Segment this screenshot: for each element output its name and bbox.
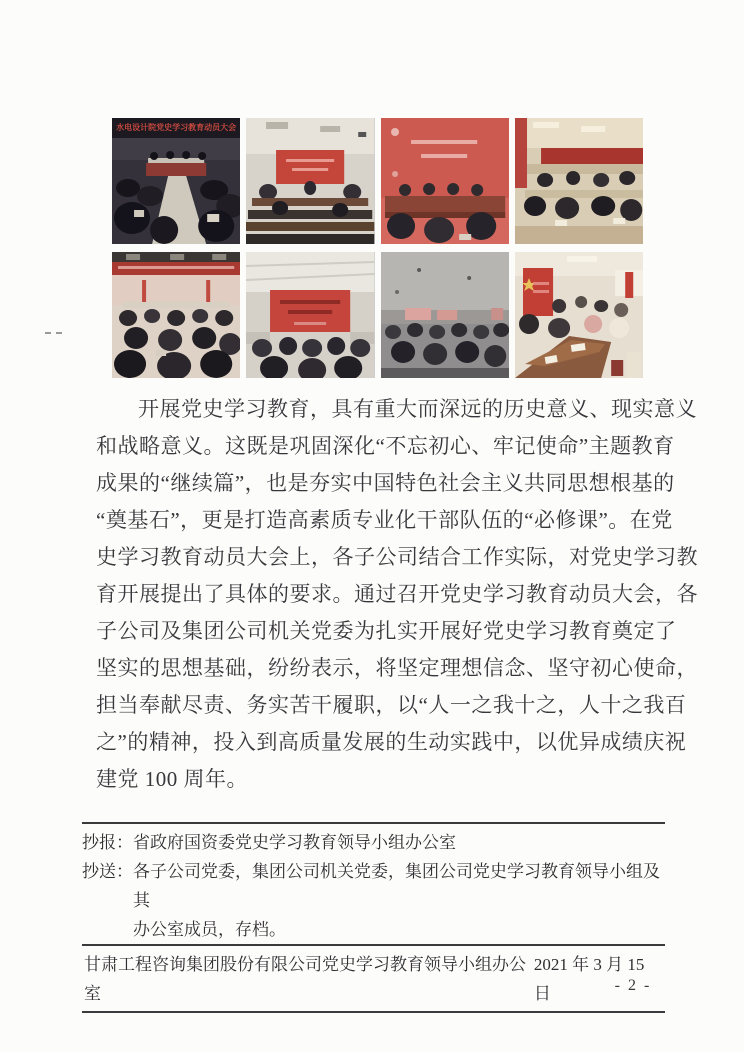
photo-5-illustration [112,252,240,378]
photo-grid [112,118,643,378]
photo-3-illustration [381,118,509,244]
photo-meeting-3 [381,118,509,244]
photo-4-illustration [515,118,643,244]
issuer-office: 甘肃工程咨询集团股份有限公司党史学习教育领导小组办公室 [84,955,526,1003]
photo-meeting-5 [112,252,240,378]
copy-report-label: 抄报： [82,833,133,852]
body-line: 建党 100 周年。 [96,767,248,791]
copy-send-label: 抄送： [82,862,133,881]
issuer-row [84,950,665,1008]
footer-top-rule [82,822,665,824]
photo-meeting-7 [381,252,509,378]
body-line: 坚实的思想基础，纷纷表示，将坚定理想信念、坚守初心使命， [96,656,698,680]
body-line: 成果的“继续篇”，也是夯实中国特色社会主义共同思想根基的 [96,471,675,495]
photo-meeting-8 [515,252,643,378]
photo-2-illustration [246,118,374,244]
document-footer [82,822,665,1013]
photo-8-illustration [515,252,643,378]
body-paragraph [96,391,698,798]
copy-send-line-2: 办公室成员，存档。 [133,920,286,939]
body-line: 史学习教育动员大会上，各子公司结合工作实际，对党史学习教 [96,545,698,569]
photo-meeting-6 [246,252,374,378]
page-number: - 2 - [614,977,652,994]
body-line: 子公司及集团公司机关党委为扎实开展好党史学习教育奠定了 [96,619,677,643]
body-line: 开展党史学习教育，具有重大而深远的历史意义、现实意义 [138,397,697,421]
photo-meeting-2 [246,118,374,244]
footer-bottom-rule [82,1011,665,1013]
copy-report-row [82,828,665,857]
body-line: 育开展提出了具体的要求。通过召开党史学习教育动员大会，各 [96,582,698,606]
photo-1-illustration [112,118,240,244]
photo-6-illustration [246,252,374,378]
scan-artifact-dash [45,332,62,334]
photo-7-illustration [381,252,509,378]
footer-middle-rule [82,944,665,946]
body-line: 担当奉献尽责、务实苦干履职，以“人一之我十之，人十之我百 [96,693,687,717]
copy-send-line-1: 各子公司党委，集团公司机关党委，集团公司党史学习教育领导小组及其 [133,862,660,910]
copy-send-row [82,857,665,944]
photo-1-banner-text: 水电设计院党史学习教育动员大会 [116,123,237,132]
issue-date: 2021 年 3 月 15 日 [533,955,645,1003]
body-line: 和战略意义。这既是巩固深化“不忘初心、牢记使命”主题教育 [96,434,675,458]
copy-send-value [133,857,665,944]
body-line: 之”的精神，投入到高质量发展的生动实践中，以优异成绩庆祝 [96,730,687,754]
photo-meeting-1 [112,118,240,244]
photo-meeting-4 [515,118,643,244]
body-line: “奠基石”，更是打造高素质专业化干部队伍的“必修课”。在党 [96,508,673,532]
copy-report-value: 省政府国资委党史学习教育领导小组办公室 [133,833,456,852]
